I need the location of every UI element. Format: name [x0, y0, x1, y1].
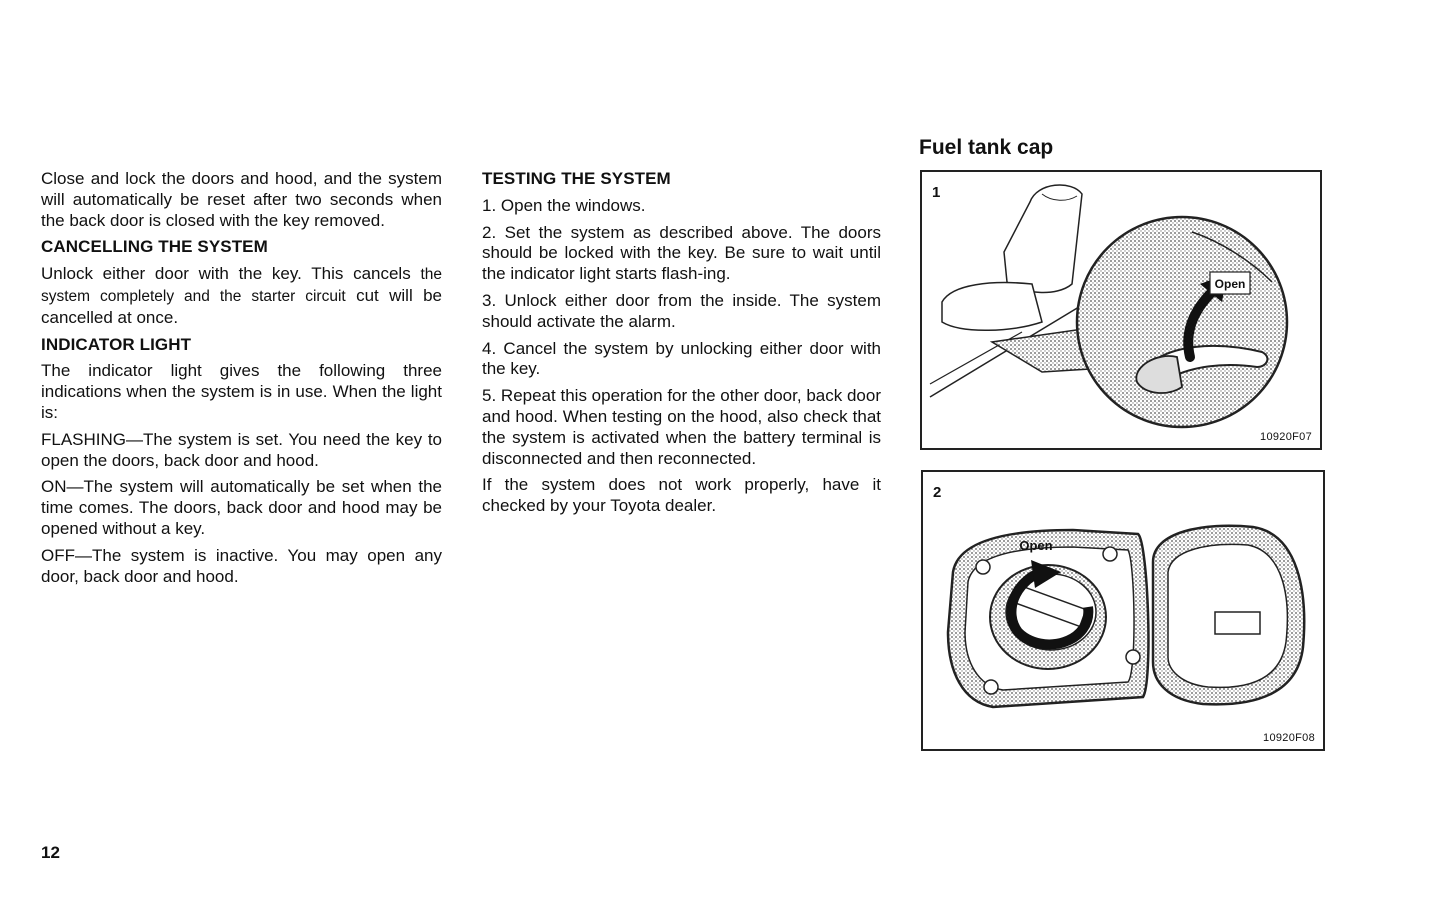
figure-1-code: 10920F07	[1260, 431, 1312, 443]
indicator-paragraph: The indicator light gives the following three indications when the system is in use. When the light is:	[41, 361, 442, 422]
fig1-open-label: Open	[1214, 277, 1246, 291]
fig2-open-label: Open	[1019, 538, 1053, 553]
fuel-cap-illustration	[923, 472, 1323, 749]
cancelling-line-3: cut will be cancelled at once.	[41, 285, 442, 327]
off-paragraph: OFF—The system is inactive. You may open any door, back door and hood.	[41, 545, 442, 586]
closing-paragraph: If the system does not work properly, have it checked by your Toyota dealer.	[482, 475, 881, 516]
step-3: 3. Unlock either door from the inside. The system should activate the alarm.	[482, 290, 881, 331]
right-text-column	[482, 169, 881, 523]
figure-1-number: 1	[932, 184, 941, 201]
figure-2-code: 10920F08	[1263, 732, 1315, 744]
cancelling-line-2: the system completely and the starter circuit	[41, 266, 442, 305]
fuel-lever-illustration	[922, 172, 1320, 448]
page-number: 12	[41, 843, 60, 862]
cancelling-heading: CANCELLING THE SYSTEM	[41, 237, 268, 257]
step-2: 2. Set the system as described above. The doors should be locked with the key. Be sure to wait until the indicator light starts flash-ing.	[482, 222, 881, 284]
left-text-column	[41, 169, 442, 593]
fuel-tank-cap-title: Fuel tank cap	[919, 136, 1054, 159]
on-paragraph: ON—The system will automatically be set when the time comes. The doors, back door and hood may be opened without a key.	[41, 477, 442, 538]
testing-heading: TESTING THE SYSTEM	[482, 169, 671, 188]
flashing-paragraph: FLASHING—The system is set. You need the key to open the doors, back door and hood.	[41, 429, 442, 470]
figure-2-number: 2	[933, 484, 942, 501]
indicator-heading: INDICATOR LIGHT	[41, 334, 192, 354]
intro-paragraph: Close and lock the doors and hood, and the system will automatically be reset after two seconds when the back door is closed with the key removed.	[41, 169, 442, 230]
step-4: 4. Cancel the system by unlocking either door with the key.	[482, 338, 881, 379]
figure-fuel-cap-open	[921, 470, 1325, 751]
cancelling-line-1: Unlock either door with the key. This cancels	[41, 264, 411, 284]
step-1: 1. Open the windows.	[482, 195, 646, 215]
step-5: 5. Repeat this operation for the other door, back door and hood. When testing on the hood, also check that the system is activated when the battery terminal is disconnected and then reconnected.	[482, 386, 881, 468]
cancelling-paragraph	[41, 264, 442, 328]
figure-fuel-door-lever	[920, 170, 1322, 450]
